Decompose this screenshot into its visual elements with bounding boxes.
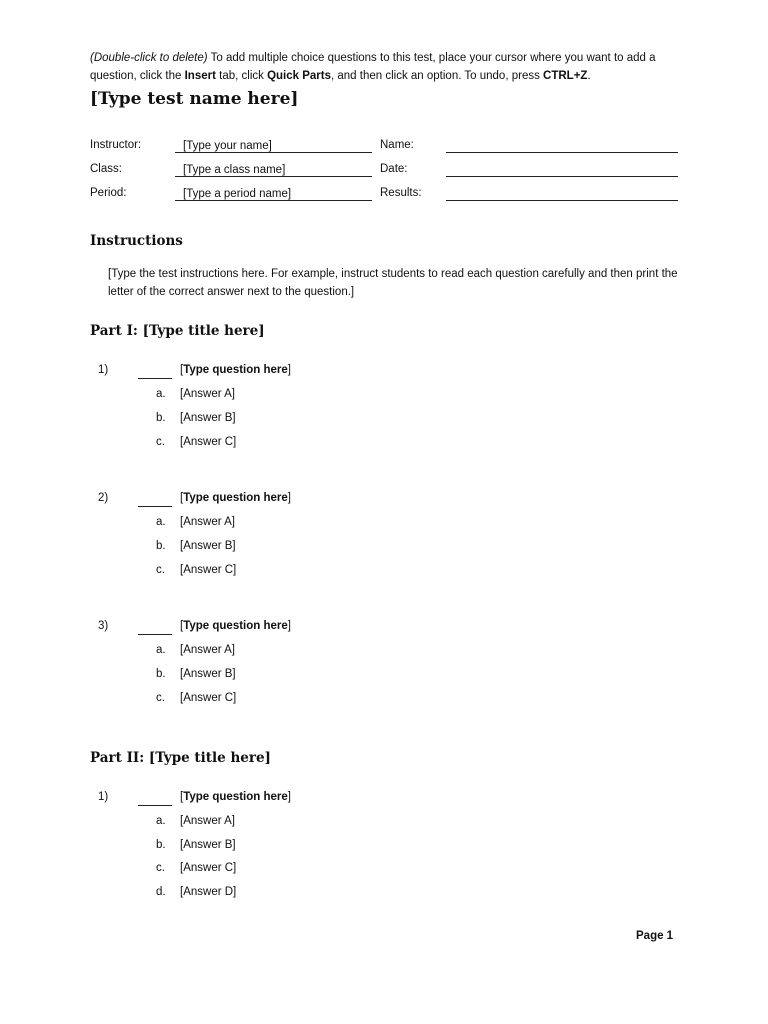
name-field[interactable] (446, 139, 678, 153)
question-label: Type question here (183, 620, 288, 632)
class-label: Class: (90, 163, 122, 175)
answer-letter: c. (156, 564, 165, 576)
bracket-open: [ (180, 791, 184, 803)
answer-text[interactable]: [Answer B] (180, 839, 236, 851)
answer-letter: b. (156, 412, 166, 424)
note-bold-quick-parts: Quick Parts (267, 70, 331, 82)
results-label: Results: (380, 187, 422, 199)
answer-letter: a. (156, 815, 166, 827)
answer-text[interactable]: [Answer C] (180, 692, 237, 704)
period-label: Period: (90, 187, 127, 199)
answer-text[interactable]: [Answer C] (180, 862, 237, 874)
note-text-4: . (587, 70, 591, 82)
part1-title[interactable]: Part I: [Type title here] (90, 323, 265, 339)
answer-letter: b. (156, 668, 166, 680)
question-text[interactable] (180, 791, 291, 803)
bracket-close: ] (287, 620, 291, 632)
answer-letter: c. (156, 692, 165, 704)
note-text-1: To add multiple choice questions to this test, place your cursor where you want to add a question, click the (90, 52, 656, 82)
answer-letter: a. (156, 516, 166, 528)
note-bold-ctrl-z: CTRL+Z (543, 70, 588, 82)
bracket-open: [ (180, 364, 184, 376)
answer-text[interactable]: [Answer C] (180, 564, 237, 576)
answer-text[interactable]: [Answer B] (180, 668, 236, 680)
answer-letter: d. (156, 886, 166, 898)
answer-blank[interactable] (138, 622, 172, 635)
answer-text[interactable]: [Answer A] (180, 516, 235, 528)
answer-text[interactable]: [Answer A] (180, 388, 235, 400)
answer-blank[interactable] (138, 366, 172, 379)
answer-text[interactable]: [Answer A] (180, 815, 235, 827)
class-field[interactable]: [Type a class name] (175, 163, 372, 177)
answer-blank[interactable] (138, 793, 172, 806)
answer-text[interactable]: [Answer A] (180, 644, 235, 656)
question-text[interactable] (180, 620, 291, 632)
instructor-field[interactable]: [Type your name] (175, 139, 372, 153)
results-field[interactable] (446, 187, 678, 201)
answer-text[interactable]: [Answer C] (180, 436, 237, 448)
question-number: 1) (98, 364, 109, 376)
answer-letter: c. (156, 436, 165, 448)
question-text[interactable] (180, 492, 291, 504)
instructions-heading: Instructions (90, 233, 183, 249)
period-field[interactable]: [Type a period name] (175, 187, 372, 201)
note-italic: (Double-click to delete) (90, 52, 208, 64)
note-bold-insert: Insert (184, 70, 216, 82)
answer-letter: b. (156, 540, 166, 552)
question-label: Type question here (183, 364, 288, 376)
answer-letter: a. (156, 644, 166, 656)
test-title[interactable]: [Type test name here] (90, 89, 299, 109)
bracket-open: [ (180, 620, 184, 632)
question-number: 1) (98, 791, 109, 803)
answer-letter: c. (156, 862, 165, 874)
answer-letter: b. (156, 839, 166, 851)
instructor-label: Instructor: (90, 139, 142, 151)
question-text[interactable] (180, 364, 291, 376)
bracket-close: ] (287, 492, 291, 504)
note-text-2: tab, click (215, 70, 268, 82)
bracket-close: ] (287, 791, 291, 803)
date-label: Date: (380, 163, 408, 175)
part2-title[interactable]: Part II: [Type title here] (90, 750, 271, 766)
bracket-open: [ (180, 492, 184, 504)
answer-text[interactable]: [Answer B] (180, 412, 236, 424)
question-label: Type question here (183, 492, 288, 504)
question-number: 3) (98, 620, 109, 632)
answer-letter: a. (156, 388, 166, 400)
bracket-close: ] (287, 364, 291, 376)
page-number: Page 1 (636, 930, 674, 942)
question-number: 2) (98, 492, 109, 504)
date-field[interactable] (446, 163, 678, 177)
answer-blank[interactable] (138, 494, 172, 507)
answer-text[interactable]: [Answer B] (180, 540, 236, 552)
instructions-text[interactable]: [Type the test instructions here. For example, instruct students to read each question carefully and then print the letter of the correct answer next to the question.] (108, 268, 678, 298)
question-label: Type question here (183, 791, 288, 803)
usage-note[interactable] (90, 49, 690, 85)
note-text-3: , and then click an option. To undo, press (331, 70, 544, 82)
answer-text[interactable]: [Answer D] (180, 886, 237, 898)
name-label: Name: (380, 139, 414, 151)
